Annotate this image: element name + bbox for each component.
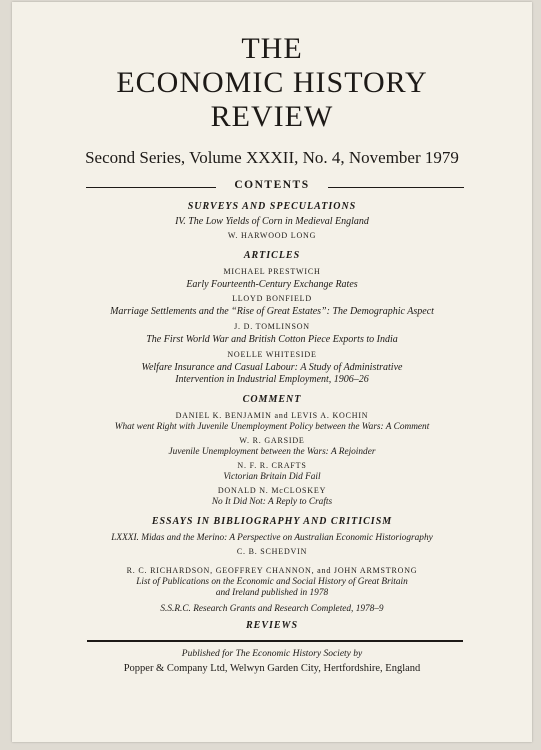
article-title: Welfare Insurance and Casual Labour: A Study of Administrative bbox=[141, 362, 403, 373]
footer-rule bbox=[87, 640, 463, 642]
article-author: MICHAEL PRESTWICH bbox=[223, 267, 321, 276]
contents-label: CONTENTS bbox=[234, 179, 310, 191]
article-title: Early Fourteenth-Century Exchange Rates bbox=[186, 279, 358, 290]
article-author: R. C. RICHARDSON, GEOFFREY CHANNON, and JOHN ARMSTRONG bbox=[126, 566, 418, 575]
article-title: S.S.R.C. Research Grants and Research Completed, 1978–9 bbox=[160, 604, 384, 614]
article-title: List of Publications on the Economic and Social History of Great Britain bbox=[136, 577, 408, 587]
article-author: DONALD N. McCLOSKEY bbox=[217, 486, 327, 495]
article-title: Marriage Settlements and the “Rise of Great Estates”: The Demographic Aspect bbox=[110, 306, 434, 317]
section-heading-articles: ARTICLES bbox=[243, 250, 301, 261]
journal-title-line-2: ECONOMIC HISTORY bbox=[116, 66, 428, 99]
section-heading-surveys: SURVEYS AND SPECULATIONS bbox=[187, 201, 357, 212]
article-title: Victorian Britain Did Fail bbox=[223, 472, 321, 482]
article-title: and Ireland published in 1978 bbox=[215, 588, 329, 598]
article-author: J. D. TOMLINSON bbox=[234, 322, 310, 331]
article-title: LXXXI. Midas and the Merino: A Perspective on Australian Economic Historiography bbox=[111, 533, 433, 543]
contents-rule-right bbox=[328, 187, 464, 188]
article-title: IV. The Low Yields of Corn in Medieval England bbox=[175, 216, 369, 227]
article-title: What went Right with Juvenile Unemployment Policy between the Wars: A Comment bbox=[114, 422, 430, 432]
article-author: LLOYD BONFIELD bbox=[232, 294, 312, 303]
publisher-line-1: Published for The Economic History Society by bbox=[181, 649, 363, 659]
article-author: NOELLE WHITESIDE bbox=[227, 350, 317, 359]
journal-title-line-3: REVIEW bbox=[210, 100, 334, 133]
article-author: W. HARWOOD LONG bbox=[227, 231, 317, 240]
article-title: Intervention in Industrial Employment, 1906–26 bbox=[175, 374, 369, 385]
article-author: C. B. SCHEDVIN bbox=[236, 547, 308, 556]
article-title: No It Did Not: A Reply to Crafts bbox=[211, 497, 333, 507]
journal-title-line-1: THE bbox=[241, 32, 303, 65]
journal-cover bbox=[12, 2, 532, 742]
article-title: The First World War and British Cotton Piece Exports to India bbox=[146, 334, 398, 345]
series-info: Second Series, Volume XXXII, No. 4, November 1979 bbox=[85, 148, 459, 167]
section-heading-comment: COMMENT bbox=[242, 394, 302, 405]
article-author: DANIEL K. BENJAMIN and LEVIS A. KOCHIN bbox=[175, 411, 369, 420]
section-heading-reviews: REVIEWS bbox=[245, 620, 299, 631]
article-author: N. F. R. CRAFTS bbox=[237, 461, 307, 470]
article-author: W. R. GARSIDE bbox=[239, 436, 305, 445]
article-title: Juvenile Unemployment between the Wars: A Rejoinder bbox=[168, 447, 376, 457]
publisher-line-2: Popper & Company Ltd, Welwyn Garden City, Hertfordshire, England bbox=[123, 663, 421, 674]
section-heading-essays: ESSAYS IN BIBLIOGRAPHY AND CRITICISM bbox=[151, 516, 393, 527]
